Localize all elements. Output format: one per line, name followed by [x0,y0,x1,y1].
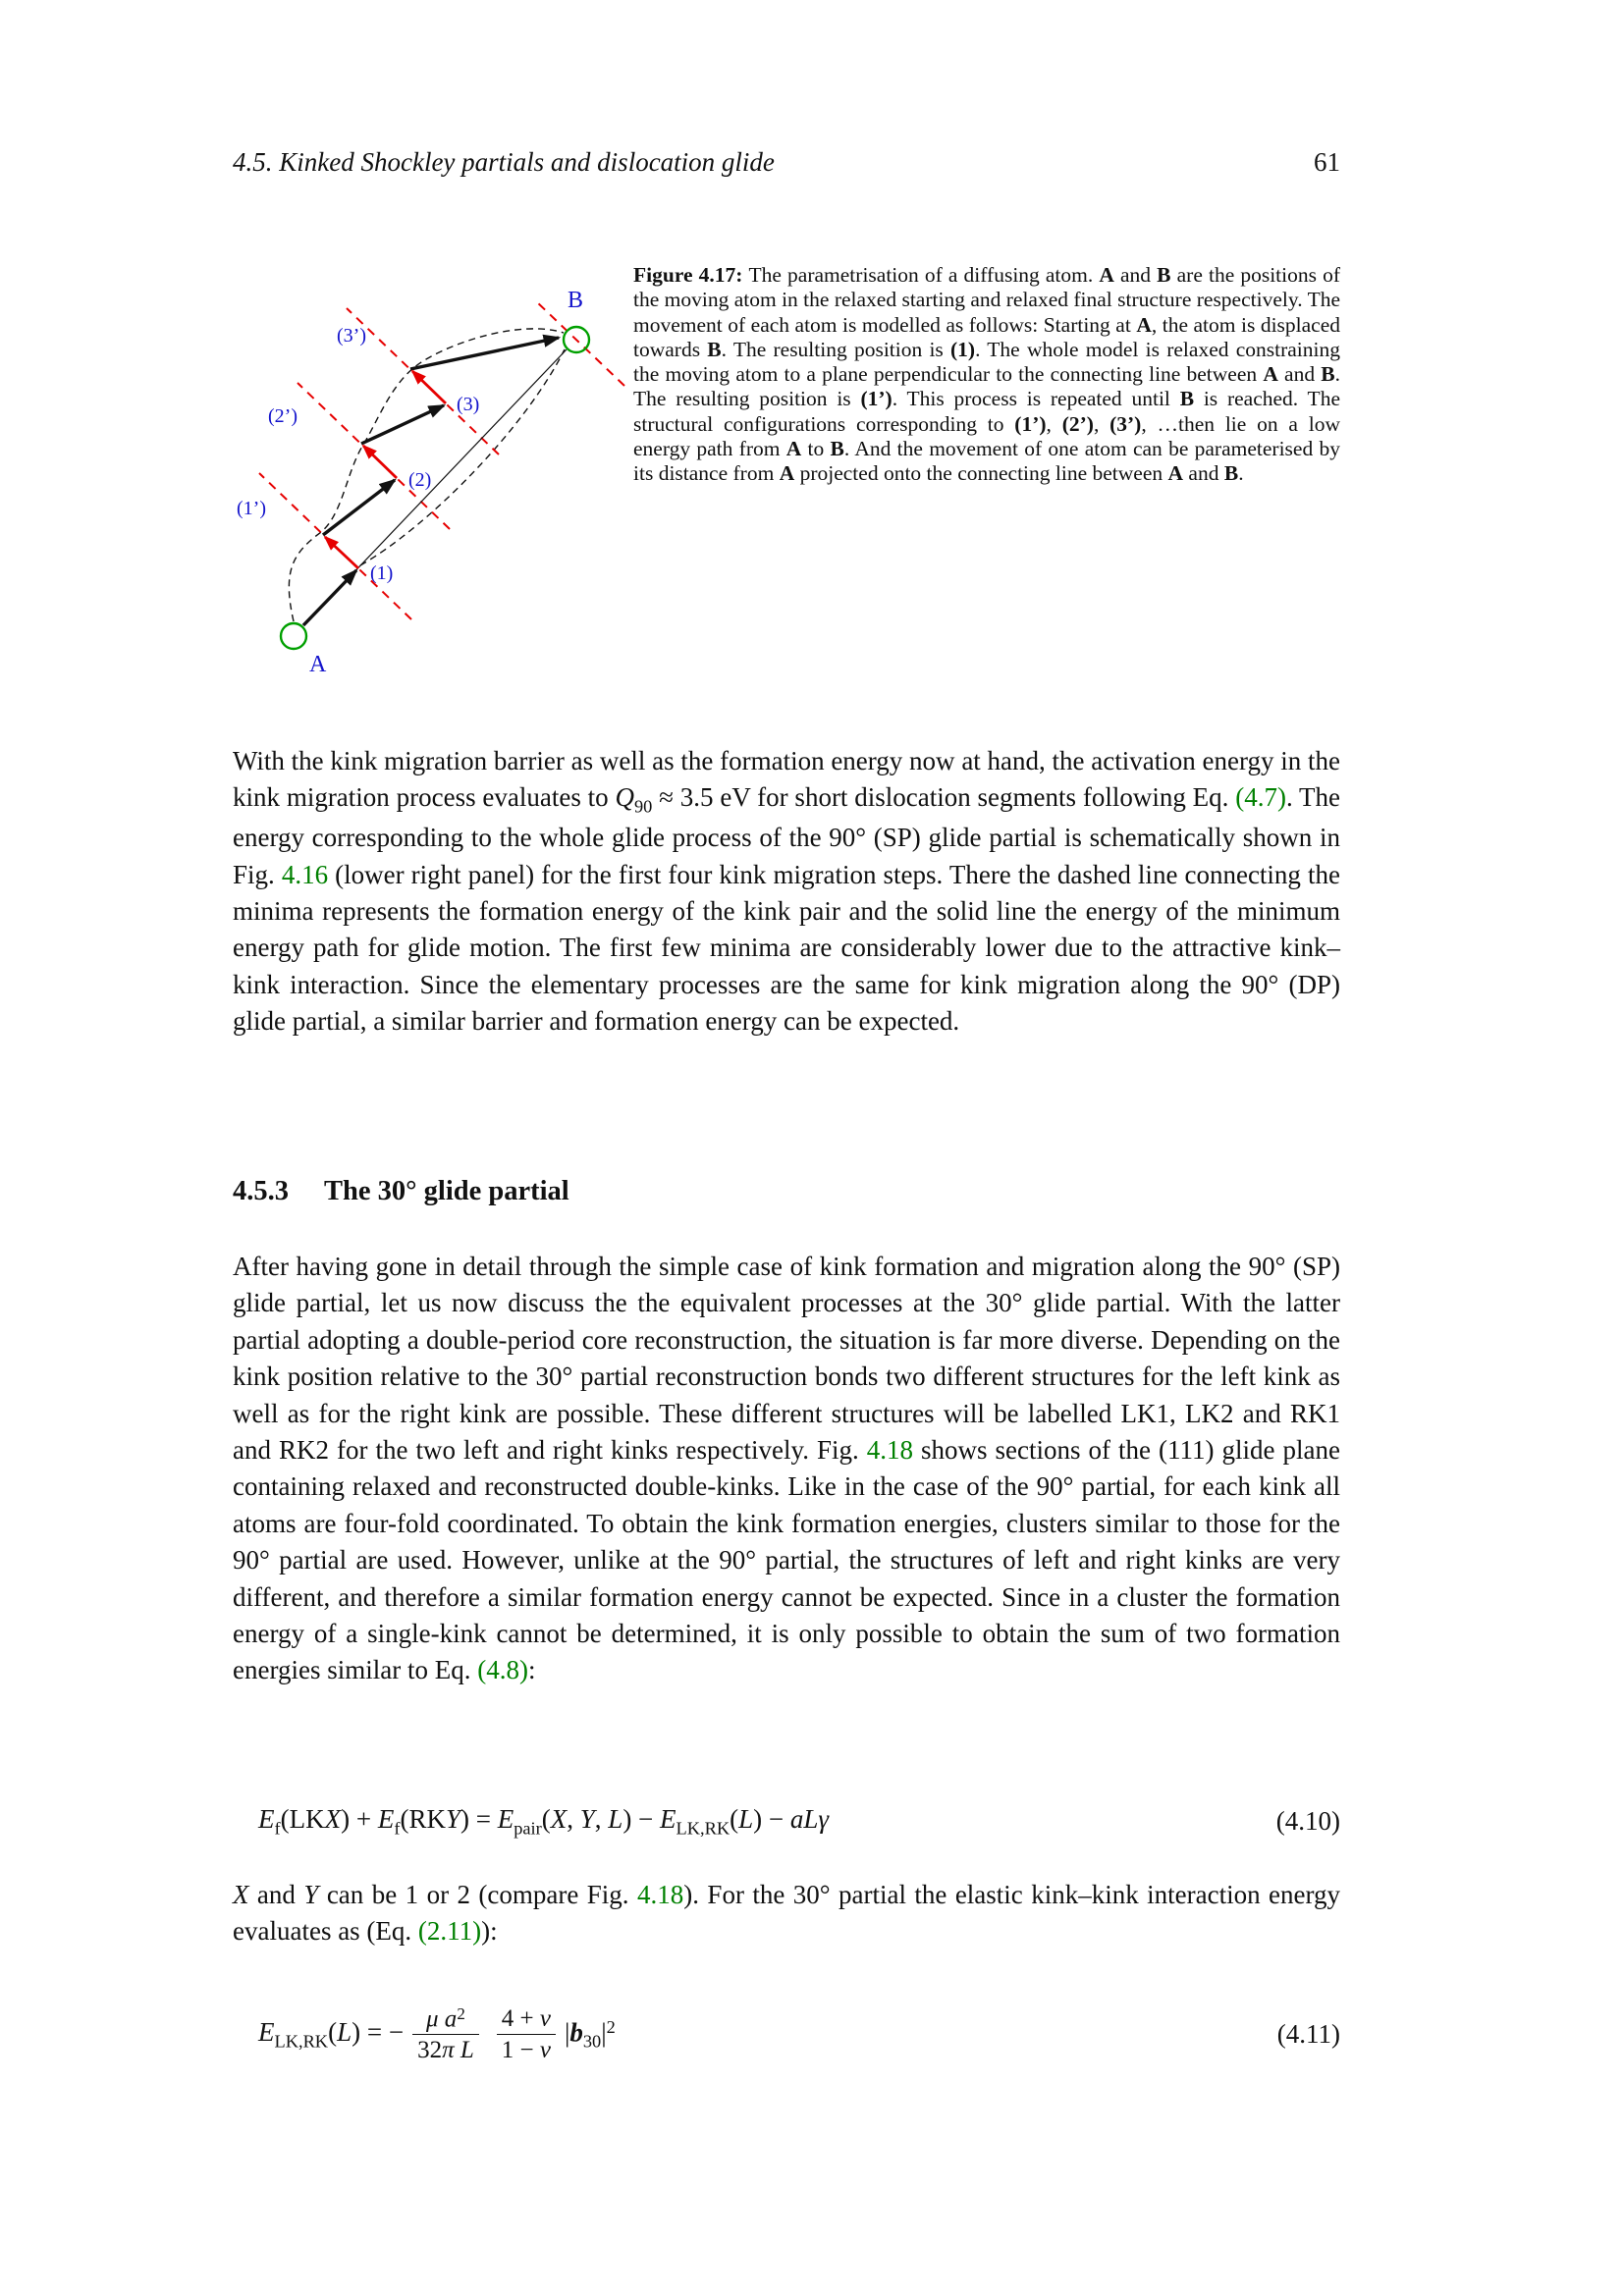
running-header-title: 4.5. Kinked Shockley partials and dislocation glide [233,147,775,177]
label-B: B [568,288,584,313]
figure-caption: Figure 4.17: The parametrisation of a diffusing atom. A and B are the positions of the moving atom in the relaxed starting and relaxed final structure respectively. The movement of each atom is modelled as follows: Starting at A, the atom is displaced towards B. The resulting position is (1). The whole model is relaxed constraining the moving atom to a plane perpendicular to the connecting line between A and B. The resulting position is (1’). This process is repeated until B is reached. The structural configurations corresponding to (1’), (2’), (3’), …then lie on a low energy path from A to B. And the movement of one atom can be parameterised by its distance from A projected onto the connecting line between A and B. [633,263,1341,485]
section-number: 4.5.3 [233,1176,289,1206]
black-step-arrow [323,480,395,535]
label-2: (2) [408,469,432,491]
atom-A-circle [281,623,306,649]
black-step-arrow [410,338,559,369]
label-1-prime: (1’) [237,498,266,519]
label-1: (1) [370,562,394,584]
label-2-prime: (2’) [268,405,298,427]
fraction-mu-a2-over-32piL: $\frac{\mu a^2}{\text{32π L}}$ [412,2004,479,2065]
equation-4-10 [233,1804,1340,1839]
red-relax-arrow [363,446,397,478]
paragraph-kink-migration-energy: With the kink migration barrier as well as the formation energy now at hand, the activation energy in the kink migration process evaluates to $Q_{90} \approx 3.5$ eV for short dislocation segments following Eq. (4.7). The energy corresponding to the whole glide process of the 90° (SP) glide partial is schematically shown in Fig. 4.16 (lower right panel) for the first four kink migration steps. There the dashed line connecting the minima represents the formation energy of the kink pair and the solid line the energy of the minimum energy path for glide motion. The first few minima are considerably lower due to the attractive kink–kink interaction. Since the elementary processes are the same for kink migration along the 90° (DP) glide partial, a similar barrier and formation energy can be expected. [233,746,1340,1037]
red-relax-arrow [412,371,446,403]
paragraph-xy-note: X and Y can be 1 or 2 (compare Fig. 4.18). For the 30° partial the elastic kink–kink interaction energy evaluates as (Eq. (2.11)): [233,1880,1341,1947]
figure-4-17 [233,263,1340,700]
equation-4-11 [233,2004,1340,2065]
figure-diagram [233,263,627,700]
equation-4-11-tag: (4.11) [1276,2019,1340,2050]
equation-4-10-tag: (4.10) [1275,1806,1340,1837]
equation-4-11-rhs: $|b_{30}|^2$ [564,2016,616,2052]
equation-4-11-lhs: $E_{LK,RK}(L)$ = − [258,2017,405,2052]
section-title: The 30° glide partial [324,1176,569,1206]
section-heading-4-5-3 [233,1176,569,1207]
black-step-arrow [303,570,356,625]
running-header [233,147,1340,178]
reference-link[interactable]: (4.7) [1235,782,1286,813]
equation-4-10-body: $E_f(LKX) + E_f(RKY) = E_{pair}(X$, Y, $L) - E_{LK,RK}(L) - aL\gamma$ [258,1804,830,1839]
diffusion-path-diagram [233,263,625,695]
page-number: 61 [1314,147,1340,177]
label-3: (3) [457,394,480,415]
reference-link[interactable]: 4.18 [637,1880,684,1909]
label-3-prime: (3’) [337,325,366,347]
reference-link[interactable]: 4.16 [281,859,329,889]
reference-link[interactable]: 4.18 [866,1434,913,1465]
reference-link[interactable]: (2.11) [417,1916,482,1947]
label-A: A [309,652,327,677]
fraction-4nu-over-1nu: $\frac{4 + \nu}{1 - \nu}$ [497,2004,556,2064]
red-relax-arrow [325,537,358,568]
reference-link[interactable]: (4.8) [477,1655,528,1685]
paragraph-30-glide-intro: After having gone in detail through the simple case of kink formation and migration along the 90° (SP) glide partial, let us now discuss the the equivalent processes at the 30° glide partial. With the latter partial adopting a double-period core reconstruction, the situation is far more diverse. Depending on the kink position relative to the 30° partial reconstruction bonds two different structures for the left kink as well as for the right kink are possible. These different structures will be labelled LK1, LK2 and RK1 and RK2 for the two left and right kinks respectively. Fig. 4.18 shows sections of the (111) glide plane containing relaxed and reconstructed double-kinks. Like in the case of the 90° partial, for each kink all atoms are four-fold coordinated. To obtain the kink formation energies, clusters similar to those for the 90° partial are used. However, unlike at the 90° partial, the structures of left and right kinks are very different, and therefore a similar formation energy cannot be expected. Since in a cluster the formation energy of a single-kink cannot be determined, it is only possible to obtain the sum of two formation energies similar to Eq. (4.8): [233,1252,1340,1685]
black-step-arrow [361,405,444,444]
equation-4-11-body [233,2004,616,2065]
